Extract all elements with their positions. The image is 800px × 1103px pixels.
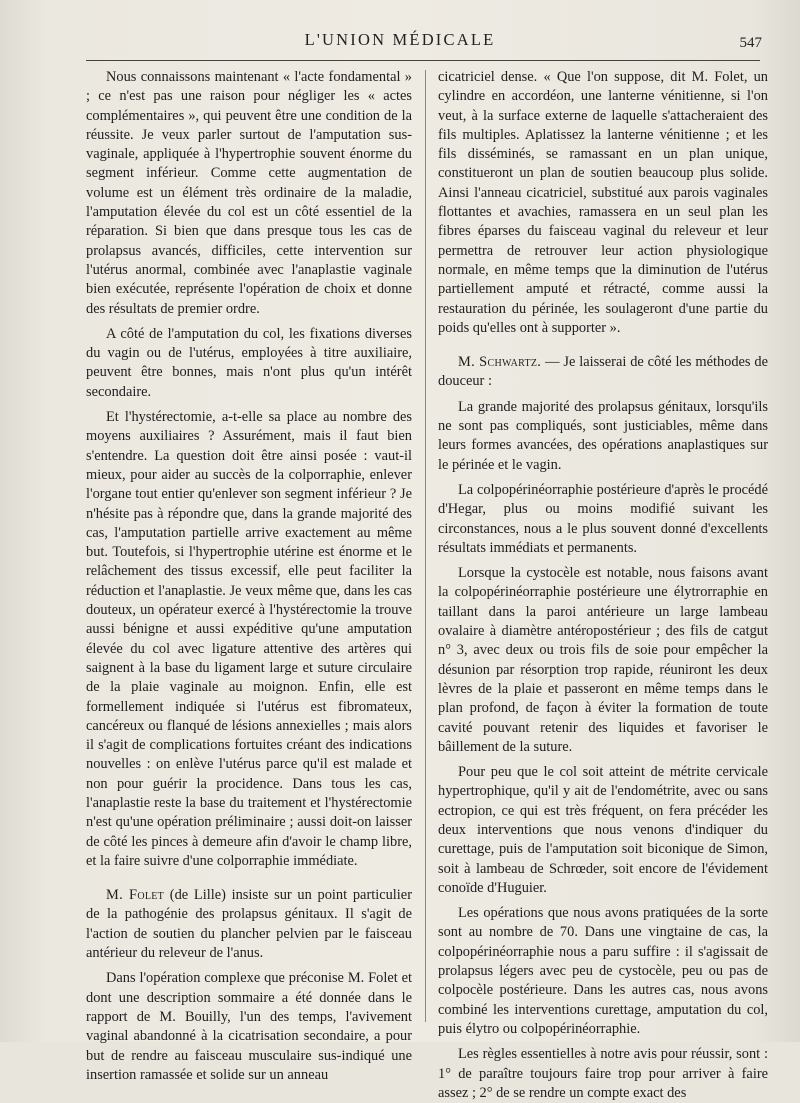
left-column <box>86 68 412 1083</box>
paragraph: Pour peu que le col soit atteint de métrite cervicale hypertrophique, qu'il y ait de l'endométrite, avec ou sans ectropion, ce qui est très fréquent, on fera précéder les deux interventions que nous venons d'indiquer du curettage, puis de l'amputation soit biconique de Simon, soit à lambeau de Schrœder, soit encore de l'évidement conoïde d'Huguier. <box>438 764 768 896</box>
running-head <box>0 28 800 58</box>
paragraph: Et l'hystérectomie, a-t-elle sa place au nombre des moyens auxiliaires ? Assurément, mais il faut bien s'entendre. La question doit être ainsi posée : vaut-il mieux, pour aider au succès de la colporraphie, enlever l'organe tout entier qu'enlever son segment inférieur ? Je n'hésite pas à répondre que, dans la grande majorité des cas, l'amputation partielle arrive exactement au même but. Toutefois, si l'hypertrophie utérine est énorme et le relâchement des tissus excessif, elle peut faciliter la réduction et l'anaplastie. Je veux même que, dans les cas douteux, un opérateur exercé à l'hystérectomie la trouve aussi bénigne et aussi expéditive qu'une amputation élevée du col avec ligature attentive des artères qui saignent à la base du ligament large et suture circulaire de la plaie vaginale au moignon. Enfin, elle est formellement indiquée si l'utérus est fibromateux, cancéreux ou flanqué de lésions annexielles ; mais alors il s'agit de complications fortuites créant des indications nouvelles : on enlève l'utérus parce qu'il est malade et non pour guérir la procidence. Dans tous les cas, l'anaplastie reste la base du traitement et l'hystérectomie n'est qu'une opération préliminaire ; aussi doit-on laisser de côté les pinces à demeure afin d'avoir le champ libre, et la faire suivre d'une colporraphie immédiate. <box>86 409 412 869</box>
paragraph: A côté de l'amputation du col, les fixations diverses du vagin ou de l'utérus, employées à titre auxiliaire, peuvent être bonnes, mais n'ont plus qu'un intérêt secondaire. <box>86 325 412 400</box>
column-divider <box>425 70 426 1022</box>
paragraph-text: — Je laisserai de côté les méthodes de douceur : <box>438 354 768 390</box>
paragraph: La colpopérinéorraphie postérieure d'après le procédé d'Hegar, plus ou moins modifié suivant les circonstances, nous a le plus souvent donné d'excellents résultats immédiats et permanents. <box>438 481 768 556</box>
journal-title: L'UNION MÉDICALE <box>304 30 496 49</box>
paragraph: Nous connaissons maintenant « l'acte fondamental » ; ce n'est pas une raison pour négliger les « actes complémentaires », qui peuvent être une condition de la réussite. Je veux parler surtout de l'amputation sus-vaginale, appliquée à l'hypertrophie souvent énorme du segment inférieur. Comme cette augmentation de volume est un élément très ordinaire de la maladie, l'amputation élevée du col est un côté essentiel de la réparation. Si bien que dans presque tous les cas de prolapsus avancés, difficiles, cette intervention sur l'utérus anormal, combinée avec l'anaplastie vaginale bien exécutée, représente l'opération de choix et donne des résultats de premier ordre. <box>86 69 412 317</box>
paragraph: Lorsque la cystocèle est notable, nous faisons avant la colpopérinéorraphie postérieure une élytrorraphie en taillant dans la paroi antérieure un large lambeau ovalaire à diamètre antéropostérieur ; des fils de catgut n° 3, avec deux ou trois fils de soie pour empêcher la désunion par résorption trop rapide, réuniront les deux lèvres de la plaie et passeront en même temps dans le plan profond, de façon à éviter la formation de toute cavité pouvant retenir des liquides et favoriser le bâillement de la suture. <box>438 565 768 755</box>
speaker-paragraph <box>438 353 768 392</box>
page-number: 547 <box>739 35 762 51</box>
header-rule <box>86 60 760 61</box>
paragraph: Dans l'opération complexe que préconise M. Folet et dont une description sommaire a été donnée dans le rapport de M. Bouilly, l'un des temps, l'avivement vaginal abandonné à la cicatrisation secondaire, a pour but de rendre au faisceau musculaire sus-indiqué une insertion ramassée et solide sur un anneau <box>86 970 412 1083</box>
speaker-name: M. Folet <box>106 887 165 904</box>
paragraph-text: (de Lille) insiste sur un point particulier de la pathogénie des prolapsus génitaux. Il s'agit de l'action de soutien du plancher pelvien par le faisceau antérieur du releveur de l'anus. <box>86 887 412 962</box>
paragraph: La grande majorité des prolapsus génitaux, lorsqu'ils ne sont pas compliqués, sont justiciables, même dans leurs formes avancées, des opérations anaplastiques sur le périnée et le vagin. <box>438 398 768 473</box>
speaker-paragraph <box>86 886 412 963</box>
paragraph: Les opérations que nous avons pratiquées de la sorte sont au nombre de 70. Dans une vingtaine de cas, la colpopérinéorraphie nous a paru suffire : il s'agissait de prolapsus légers avec peu de cystocèle, peu ou pas de colpocèle postérieure. Dans les autres cas, nous avons combiné les interventions curettage, amputation du col, puis élytro ou colpopérinéorraphie. <box>438 905 768 1037</box>
paragraph: cicatriciel dense. « Que l'on suppose, dit M. Folet, un cylindre en accordéon, une lanterne vénitienne, si l'on veut, à la surface externe de laquelle s'attacheraient des fils multiples. Aplatissez la lanterne vénitienne ; et les fils disséminés, se ramassant en un plan unique, constitueront un plan de soutien beaucoup plus solide. Ainsi l'anneau cicatriciel, substitué aux parois vaginales flottantes et avachies, ramassera en un seul plan les fibres éparses du faisceau vaginal du releveur et leur permettra de retrouver leur action physiologique normale, en même temps que la diminution de l'utérus partiellement amputé et rétracté, comme aussi la restauration du périnée, les soulageront d'une partie du poids qu'elles ont à supporter ». <box>438 69 768 336</box>
speaker-name: M. Schwartz. <box>458 354 542 371</box>
right-column <box>438 68 768 1101</box>
paragraph: Les règles essentielles à notre avis pour réussir, sont : 1° de paraître toujours faire trop pour arriver à faire assez ; 2° de se rendre un compte exact des <box>438 1046 768 1101</box>
